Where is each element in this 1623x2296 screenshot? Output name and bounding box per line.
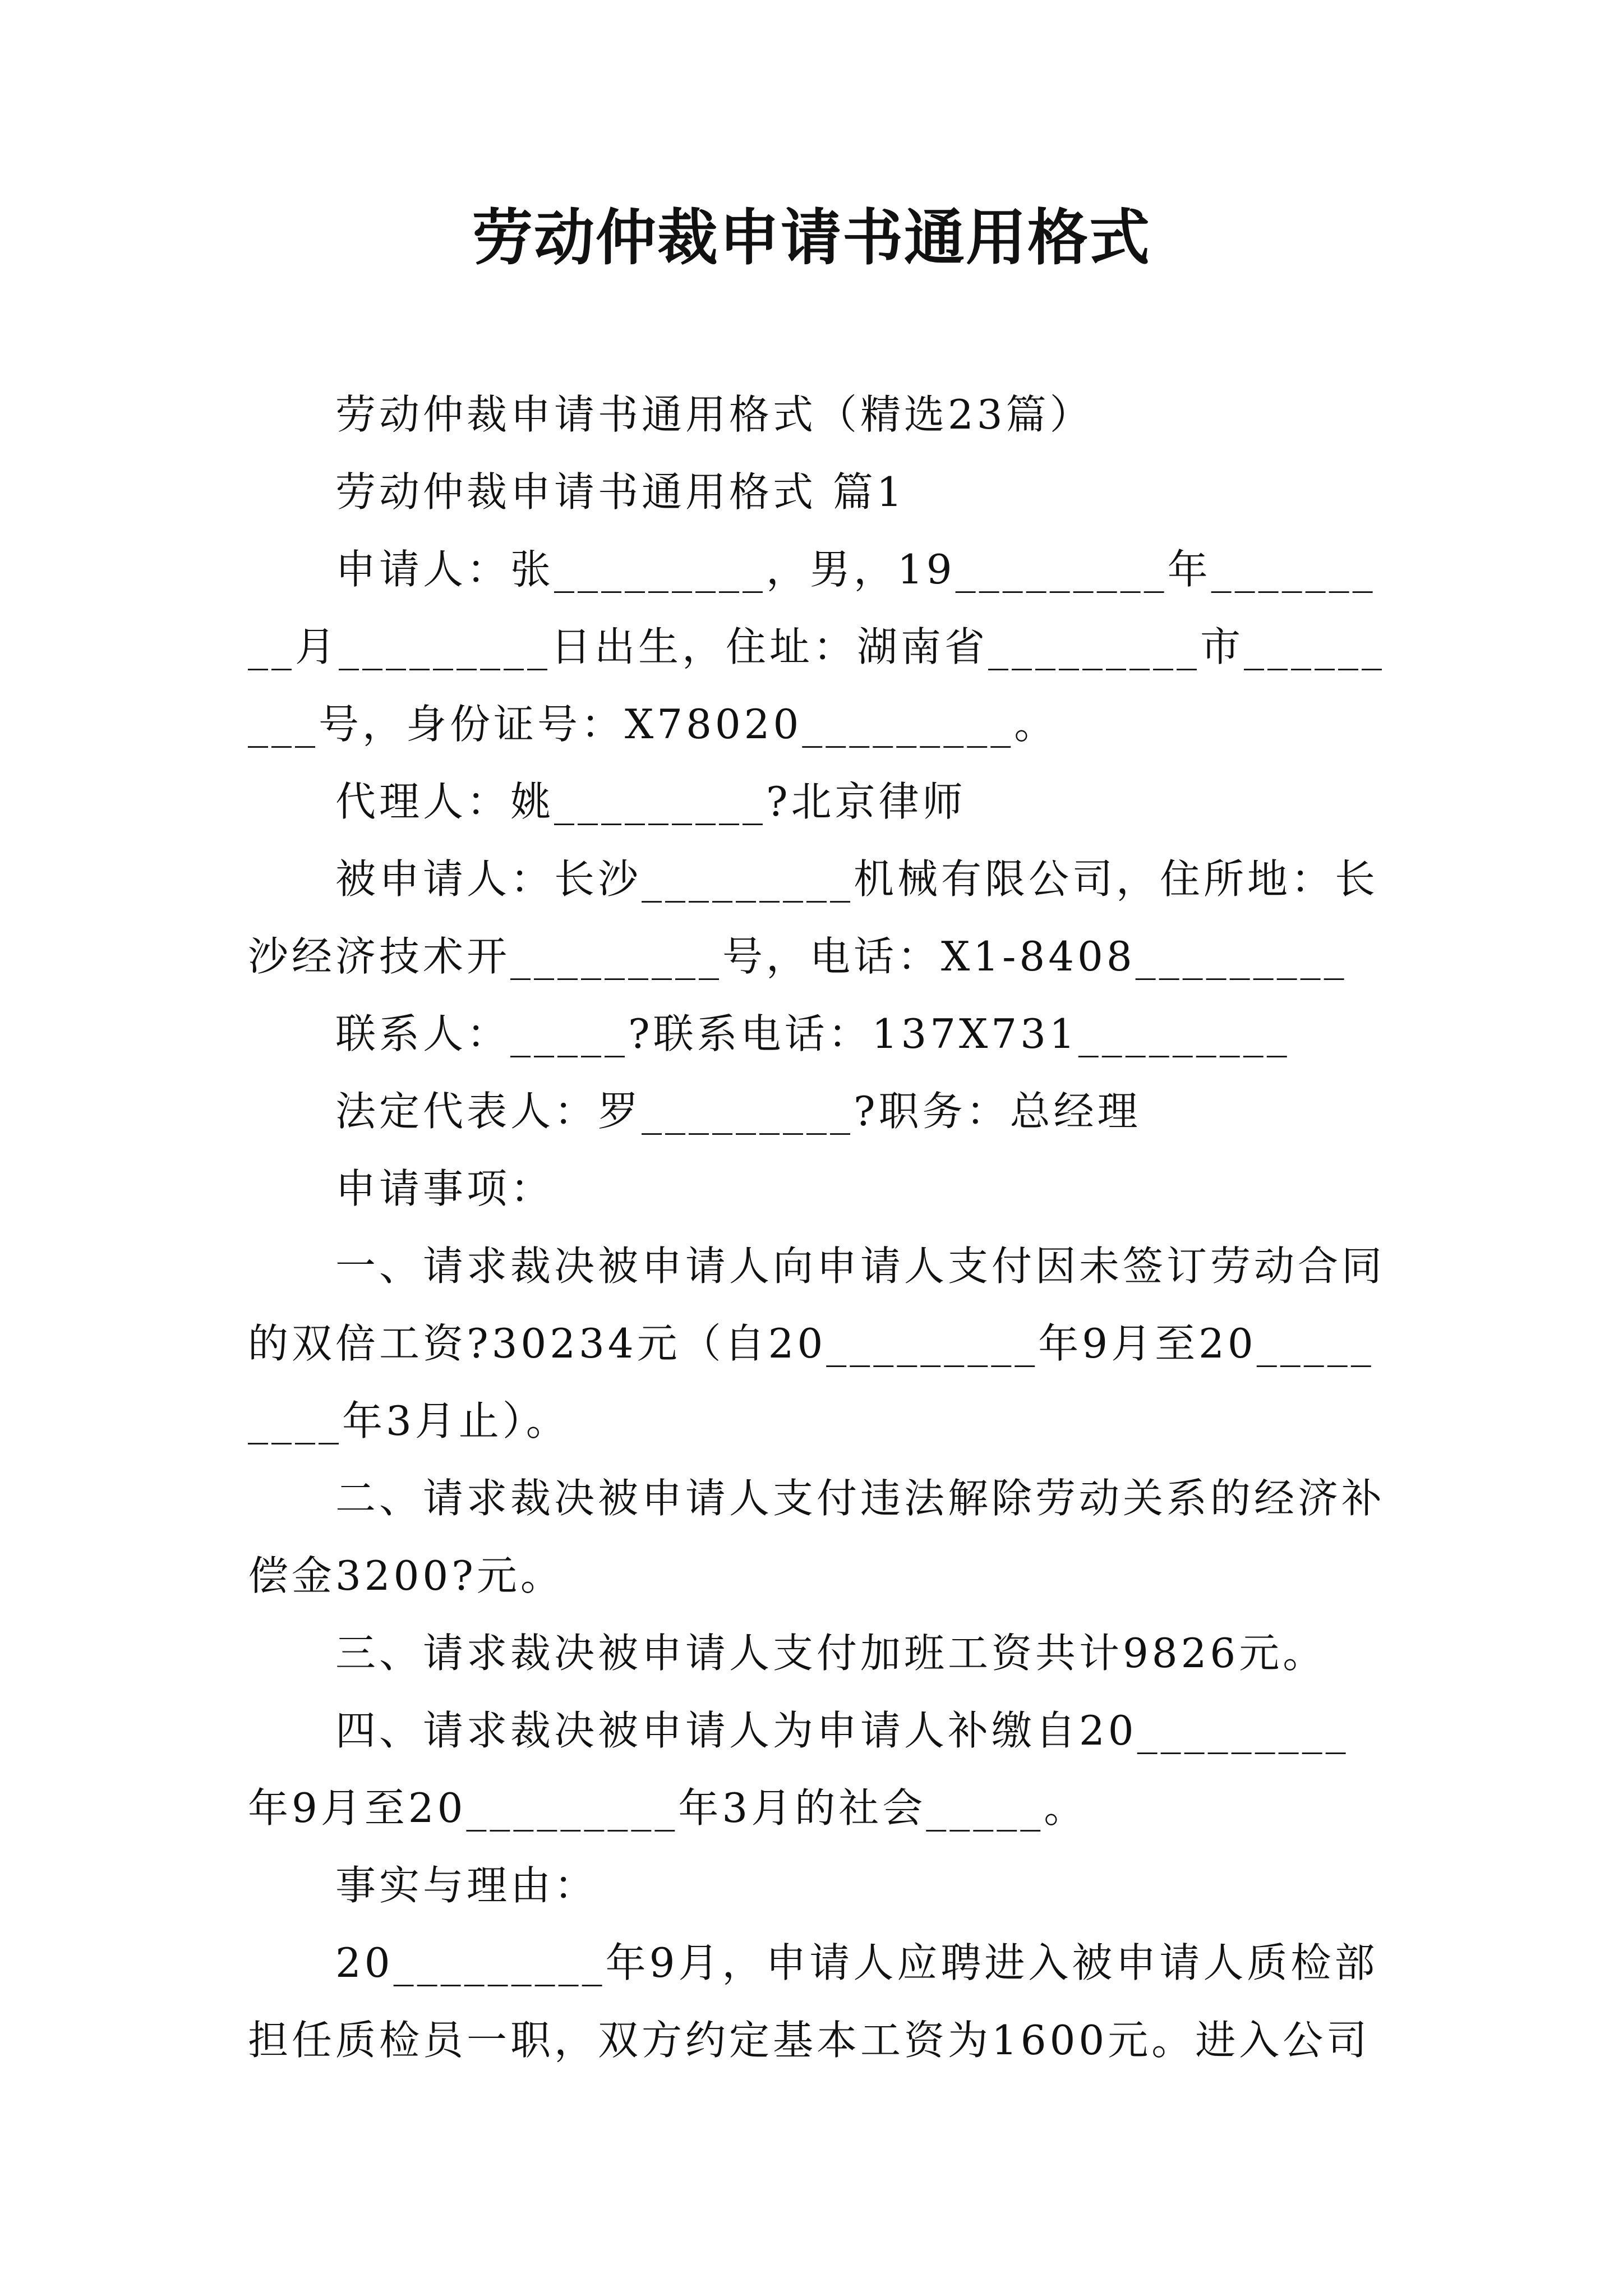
document-body [248,376,1392,2079]
paragraph-applicant: 申请人：张_________，男，19_________年_________月_________日出生，住址：湖南省_________市_________号，身份证号：X78020_________。 [248,546,1386,748]
paragraph-claim-2: 二、请求裁决被申请人支付违法解除劳动关系的经济补偿金3200?元。 [248,1475,1386,1599]
paragraph-claim-4: 四、请求裁决被申请人为申请人补缴自20_________年9月至20_________年3月的社会_____。 [248,1707,1349,1832]
paragraph-respondent: 被申请人：长沙_________机械有限公司，住所地：长沙经济技术开_________号，电话：X1-8408_________ [248,855,1379,980]
paragraph-facts-body: 20_________年9月，申请人应聘进入被申请人质检部担任质检员一职，双方约定基本工资为1600元。进入公司 [248,1939,1378,2064]
document-title: 劳动仲裁申请书通用格式 [472,203,1151,273]
paragraph-contact: 联系人：_____?联系电话：137X731_________ [335,1010,1290,1057]
paragraph-legal-representative: 法定代表人：罗_________?职务：总经理 [335,1088,1141,1135]
paragraph-claims-heading: 申请事项： [335,1165,555,1212]
paragraph-subtitle: 劳动仲裁申请书通用格式（精选23篇） [335,391,1094,438]
paragraph-claim-3: 三、请求裁决被申请人支付加班工资共计9826元。 [335,1630,1327,1677]
paragraph-agent: 代理人：姚_________?北京律师 [335,778,966,825]
paragraph-facts-heading: 事实与理由： [335,1862,598,1909]
paragraph-claim-1: 一、请求裁决被申请人向申请人支付因未签订劳动合同的双倍工资?30234元（自20_________年9月至20_________年3月止）。 [248,1243,1386,1444]
paragraph-section-heading: 劳动仲裁申请书通用格式 篇1 [335,468,906,516]
